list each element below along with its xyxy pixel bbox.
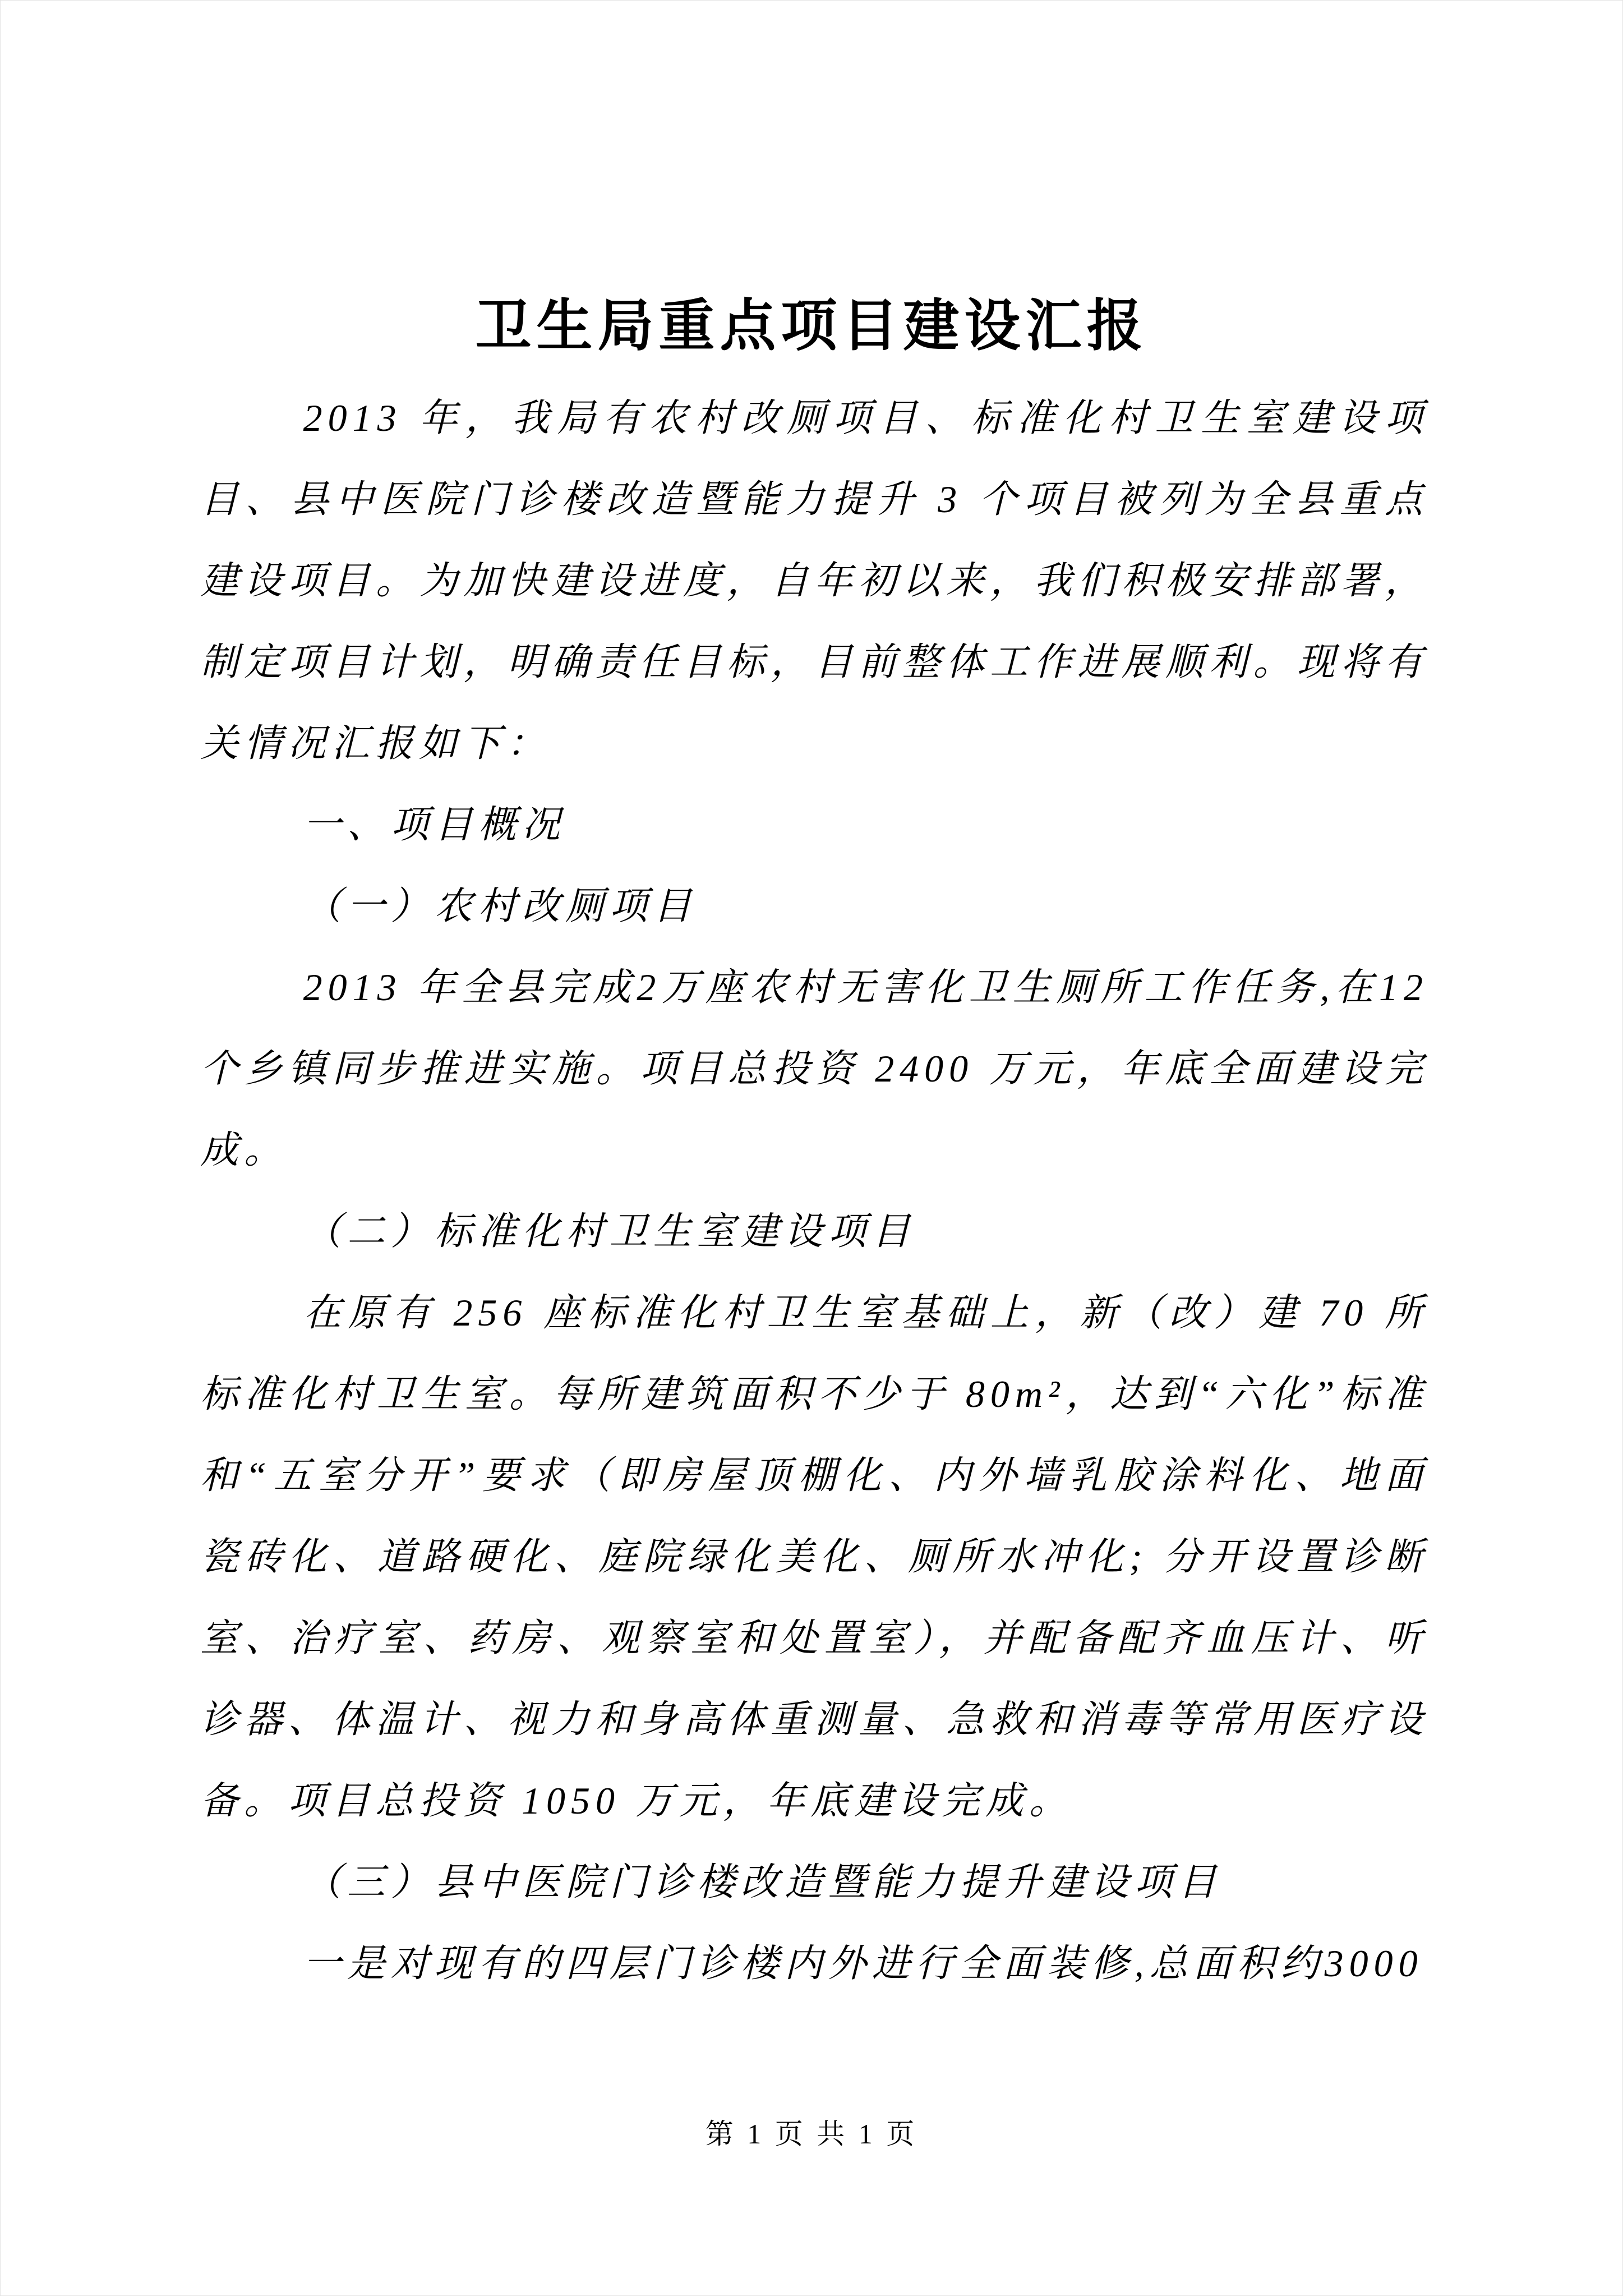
heading-section-1: 一、项目概况 bbox=[303, 803, 566, 846]
paragraph-village-clinic-project: 在原有 256 座标准化村卫生室基础上，新（改）建 70 所标准化村卫生室。每所建筑面积不少于 80m²，达到“六化”标准和“五室分开”要求（即房屋顶棚化、内外墙乳胶涂料化、地面瓷砖化、道路硬化、庭院绿化美化、厕所水冲化; 分开设置诊断室、治疗室、药房、观察室和处置室），并配备配齐血压计、听诊器、体温计、视力和身高体重测量、急救和消毒等常用医疗设备。项目总投资 1050 万元，年底建设完成。 bbox=[200, 1291, 1428, 1822]
paragraph-hospital-renovation-project: 一是对现有的四层门诊楼内外进行全面装修,总面积约3000 bbox=[303, 1942, 1423, 1985]
page-number-footer: 第 1 页 共 1 页 bbox=[705, 2118, 918, 2150]
heading-item-1-1: （一）农村改厕项目 bbox=[303, 885, 697, 927]
document-title: 卫生局重点项目建设汇报 bbox=[475, 295, 1148, 357]
heading-item-1-3: （三）县中医院门诊楼改造暨能力提升建设项目 bbox=[303, 1861, 1222, 1903]
document-body bbox=[200, 378, 1428, 2004]
paragraph-rural-toilet-project: 2013 年全县完成2万座农村无害化卫生厕所工作任务,在12个乡镇同步推进实施。项目总投资 2400 万元，年底全面建设完成。 bbox=[200, 966, 1428, 1171]
paragraph-intro: 2013 年，我局有农村改厕项目、标准化村卫生室建设项目、县中医院门诊楼改造暨能力提升 3 个项目被列为全县重点建设项目。为加快建设进度，自年初以来，我们积极安排部署，制定项目计划，明确责任目标，目前整体工作进展顺利。现将有关情况汇报如下： bbox=[200, 397, 1428, 765]
heading-item-1-2: （二）标准化村卫生室建设项目 bbox=[303, 1210, 916, 1253]
